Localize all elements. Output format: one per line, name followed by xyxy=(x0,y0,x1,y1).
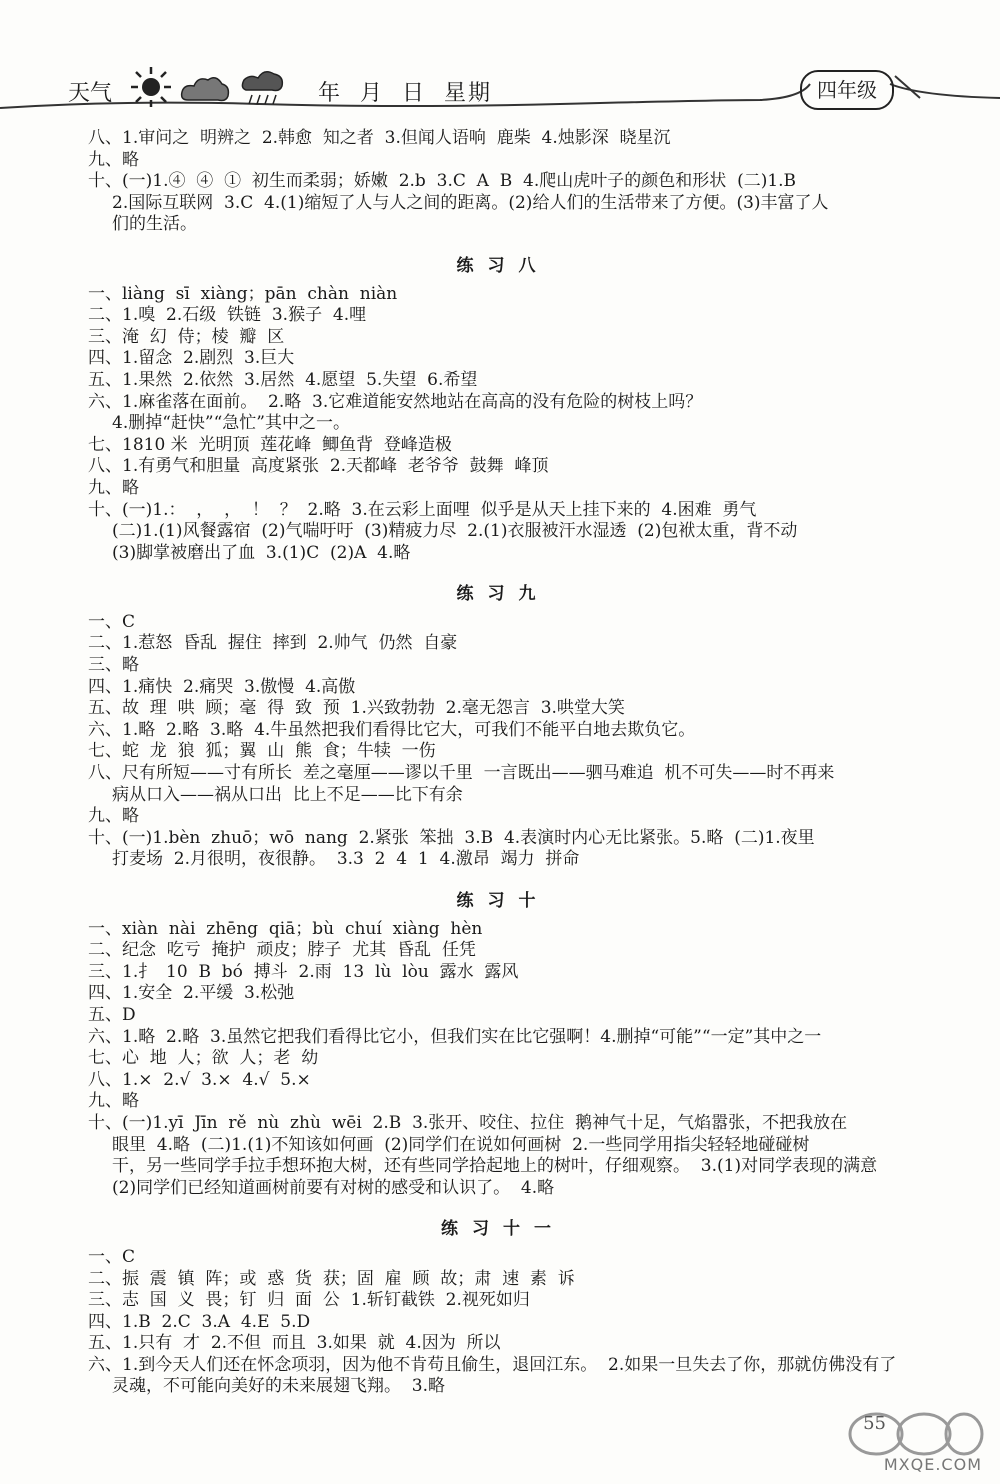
answer-line: 4.删掉“赶快”“急忙”其中之一。 xyxy=(112,413,350,434)
answer-line: 九、略 xyxy=(88,806,139,827)
answer-line: 七、1810 米 光明顶 莲花峰 鲫鱼背 登峰造极 xyxy=(88,434,452,455)
page-header xyxy=(0,0,1000,118)
answer-line: 八、1.审问之 明辨之 2.韩愈 知之者 3.但闻人语响 鹿柴 4.烛影深 晓星沉 xyxy=(88,128,671,148)
answer-line: 七、心 地 人；欲 人；老 幼 xyxy=(88,1048,319,1069)
answer-line: 十、(一)1.bèn zhuō；wō nang 2.紧张 笨拙 3.B 4.表演时内心无比紧张。5.略 (二)1.夜里 xyxy=(88,827,815,848)
watermark-logo xyxy=(818,1404,988,1476)
answer-line: 一、liàng sī xiàng；pān chàn niàn xyxy=(88,283,398,304)
answer-line: 干，另一些同学手拉手想环抱大树，还有些同学拾起地上的树叶，仔细观察。 3.(1)对同学表现的满意 xyxy=(112,1156,878,1177)
answer-line: 六、1.麻雀落在面前。 2.略 3.它难道能安然地站在高高的没有危险的树枝上吗？ xyxy=(88,391,703,412)
answer-line: 一、xiàn nài zhēng qiā；bù chuí xiàng hèn xyxy=(88,918,483,939)
answer-line: 二、振 震 镇 阵；或 惑 货 获；固 雇 顾 故；肃 速 素 诉 xyxy=(88,1268,575,1289)
answer-line: 七、蛇 龙 狼 狐；翼 山 熊 食；牛犊 一伤 xyxy=(88,741,436,762)
answer-line: 灵魂，不可能向美好的未来展翅飞翔。 3.略 xyxy=(112,1376,446,1397)
answer-line: 十、(一)1.④ ④ ① 初生而柔弱；娇嫩 2.b 3.C A B 4.爬山虎叶子的颜色和形状 (二)1.B xyxy=(88,171,797,192)
answer-line: 三、略 xyxy=(88,655,139,676)
answer-line: (3)脚掌被磨出了血 3.(1)C (2)A 4.略 xyxy=(112,542,411,563)
answer-line: 四、1.痛快 2.痛哭 3.傲慢 4.高傲 xyxy=(88,676,356,697)
answer-line: 五、D xyxy=(88,1004,136,1025)
answer-line: 眼里 4.略 (二)1.(1)不知该如何画 (2)同学们在说如何画树 2.一些同学用指尖轻轻地碰碰树 xyxy=(112,1134,810,1155)
sun-icon xyxy=(130,66,172,108)
answer-line: 三、1.扌 10 B bó 搏斗 2.雨 13 lù lòu 露水 露风 xyxy=(88,961,519,982)
answer-line: 二、1.嗅 2.石级 铁链 3.猴子 4.哩 xyxy=(88,305,367,326)
answer-line: 三、志 国 义 畏；钉 归 面 公 1.斩钉截铁 2.视死如归 xyxy=(88,1290,530,1311)
answer-line: (2)同学们已经知道画树前要有对树的感受和认识了。 4.略 xyxy=(112,1177,555,1198)
answer-line: 二、纪念 吃亏 掩护 顽皮；脖子 尤其 昏乱 任凭 xyxy=(88,940,476,961)
answer-line: 九、略 xyxy=(88,1091,139,1112)
answer-line: 四、1.留念 2.剧烈 3.巨大 xyxy=(88,348,295,369)
answer-line: 四、1.B 2.C 3.A 4.E 5.D xyxy=(88,1311,311,1332)
answer-line: 五、1.果然 2.依然 3.居然 4.愿望 5.失望 6.希望 xyxy=(88,369,478,390)
page-number: 55 xyxy=(863,1413,886,1434)
cloudy-icon xyxy=(180,72,230,106)
answer-line: 一、C xyxy=(88,611,136,632)
answer-line: 们的生活。 xyxy=(112,214,197,235)
answer-line: 八、尺有所短——寸有所长 差之毫厘——谬以千里 一言既出——驷马难追 机不可失——时不再来 xyxy=(88,763,835,784)
answer-line: 六、1.略 2.略 3.虽然它把我们看得比它小，但我们实在比它强啊！4.删掉“可能”“一定”其中之一 xyxy=(88,1026,822,1047)
section-title: 练习九 xyxy=(456,584,550,605)
answer-content xyxy=(88,128,918,1398)
answer-line: 五、故 理 哄 顾；毫 得 致 预 1.兴致勃勃 2.毫无怨言 3.哄堂大笑 xyxy=(88,698,625,719)
date-label: 年 月 日 星期 xyxy=(318,81,492,106)
answer-line: 八、1.× 2.√ 3.× 4.√ 5.× xyxy=(88,1069,311,1090)
answer-line: 四、1.安全 2.平缓 3.松弛 xyxy=(88,983,295,1004)
answer-line: 十、(一)1.： ， ， ！ ？ 2.略 3.在云彩上面哩 似乎是从天上挂下来的 4.困难 勇气 xyxy=(88,499,757,520)
answer-line: 十、(一)1.yī Jīn rě nù zhù wēi 2.B 3.张开、咬住、拉住 鹅神气十足，气焰嚣张，不把我放在 xyxy=(88,1112,848,1133)
answer-line: 打麦场 2.月很明，夜很静。 3.3 2 4 1 4.激昂 竭力 拼命 xyxy=(112,849,580,870)
answer-line: (二)1.(1)风餐露宿 (2)气喘吁吁 (3)精疲力尽 2.(1)衣服被汗水湿透 (2)包袱太重，背不动 xyxy=(112,521,798,542)
answer-line: 一、C xyxy=(88,1246,136,1267)
section-title: 练习十一 xyxy=(441,1219,565,1240)
answer-line: 六、1.到今天人们还在怀念项羽，因为他不肯苟且偷生，退回江东。 2.如果一旦失去了你，那就仿佛没有了 xyxy=(88,1354,897,1375)
answer-line: 二、1.惹怒 昏乱 握住 摔到 2.帅气 仍然 自豪 xyxy=(88,633,458,654)
answer-line: 三、淹 幻 侍；棱 瓣 区 xyxy=(88,326,285,347)
answer-line: 八、1.有勇气和胆量 高度紧张 2.天都峰 老爷爷 鼓舞 峰顶 xyxy=(88,456,549,477)
grade-badge: 四年级 xyxy=(800,70,894,110)
weather-label: 天气 xyxy=(68,81,113,106)
answer-line: 六、1.略 2.略 3.略 4.牛虽然把我们看得比它大，可我们不能平白地去欺负它。 xyxy=(88,719,696,740)
answer-line: 九、略 xyxy=(88,477,139,498)
watermark-text: MXQE.COM xyxy=(883,1455,982,1474)
answer-line: 2.国际互联网 3.C 4.(1)缩短了人与人之间的距离。(2)给人们的生活带来了方便。(3)丰富了人 xyxy=(112,192,829,213)
answer-line: 病从口入——祸从口出 比上不足——比下有余 xyxy=(112,784,463,805)
section-title: 练习十 xyxy=(456,891,550,911)
answer-line: 五、1.只有 才 2.不但 而且 3.如果 就 4.因为 所以 xyxy=(88,1333,501,1354)
answer-line: 九、略 xyxy=(88,149,139,170)
rain-icon xyxy=(240,68,286,108)
section-title: 练习八 xyxy=(456,255,550,276)
